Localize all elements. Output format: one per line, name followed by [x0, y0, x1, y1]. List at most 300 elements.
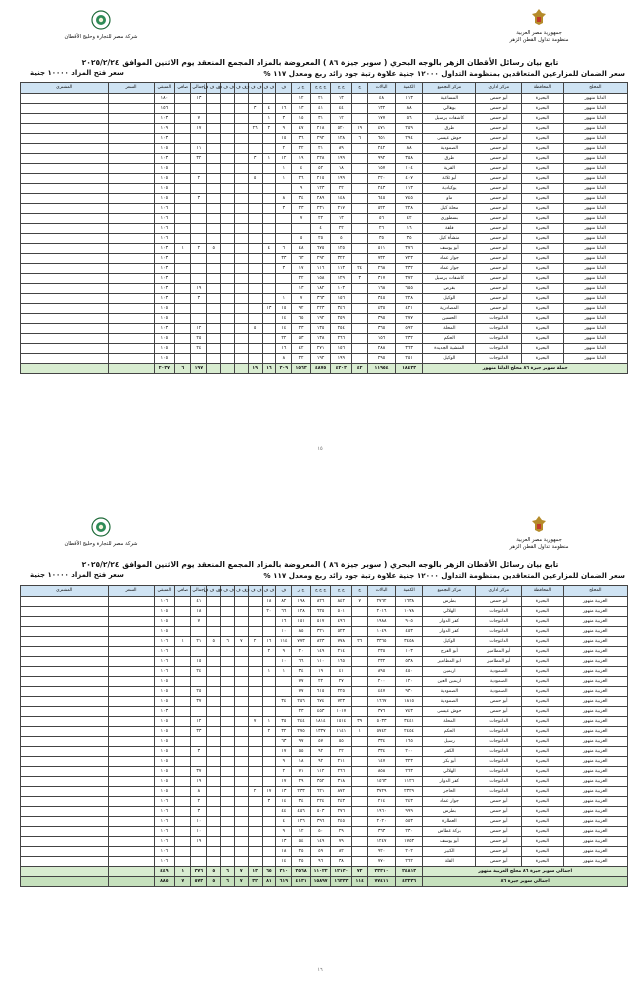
table-cell: ٤٤: [276, 807, 292, 817]
table-cell: الدلتا منهور: [563, 124, 627, 134]
total-cell: ١١٤: [352, 877, 368, 887]
table-cell: البحيرة: [522, 94, 563, 104]
table-cell: ١٠٥: [154, 737, 175, 747]
buyer-cell: [21, 797, 109, 807]
price-cell: [108, 817, 154, 827]
table-cell: [234, 204, 248, 214]
table-cell: [207, 847, 221, 857]
table-cell: ١٧٥٣: [395, 837, 423, 847]
table-cell: [207, 184, 221, 194]
table-cell: ٦٥١: [368, 134, 396, 144]
table-cell: ١٠٦: [154, 597, 175, 607]
table-cell: الهلالي: [423, 767, 476, 777]
table-cell: [248, 727, 262, 737]
table-cell: ٤٤٧: [368, 687, 396, 697]
table-cell: الدلتا منهور: [563, 264, 627, 274]
table-cell: [248, 94, 262, 104]
table-cell: ٦٣: [276, 737, 292, 747]
table-row: [21, 184, 628, 194]
table-cell: [191, 847, 207, 857]
table-cell: [352, 607, 368, 617]
table-cell: [248, 757, 262, 767]
price-cell: [108, 647, 154, 657]
table-cell: [221, 767, 235, 777]
header-net: صافي: [175, 83, 191, 94]
table-cell: [221, 607, 235, 617]
table-cell: ٢٣: [292, 707, 310, 717]
table-cell: ١١٦: [310, 264, 331, 274]
total-cell: ١٥٦٣: [292, 364, 310, 374]
table-cell: ١٠٦: [154, 647, 175, 657]
table-row: [21, 677, 628, 687]
table-cell: [234, 627, 248, 637]
total-cell: ١٢١٣٠: [331, 867, 352, 877]
cotton-logo-icon: [91, 517, 111, 537]
buyer-cell: [21, 637, 109, 647]
table-cell: ٢٨٨: [368, 344, 396, 354]
table-cell: [352, 234, 368, 244]
table-cell: كفر الدوار: [423, 777, 476, 787]
table-cell: الدلتوجات: [476, 727, 522, 737]
table-row: [21, 304, 628, 314]
table-cell: الدلتا منهور: [563, 184, 627, 194]
table-cell: ٣١٨: [331, 777, 352, 787]
table-cell: الدلتا منهور: [563, 144, 627, 154]
table-cell: العربية منهور: [563, 787, 627, 797]
table-cell: [207, 134, 221, 144]
buyer-cell: [21, 164, 109, 174]
table-cell: ٣٧٢٩: [368, 787, 396, 797]
table-row: [21, 124, 628, 134]
table-row: [21, 294, 628, 304]
table-cell: الدلتوجات: [476, 617, 522, 627]
page-subtitle: سعر الضمان للمزارعين المتعاقدين بمنظومة التداول ١٢٠٠٠ جنية علاوة رتبة جود زائد ربع ومعدل ١١٧ %: [263, 571, 625, 580]
table-cell: أبو حمص: [476, 124, 522, 134]
buyer-cell: [21, 204, 109, 214]
table-cell: ٢٥٩: [331, 314, 352, 324]
price-cell: [108, 324, 154, 334]
table-cell: [276, 214, 292, 224]
table-cell: ١٠٣: [154, 114, 175, 124]
table-cell: ٢٠٠: [395, 747, 423, 757]
table-cell: ٧: [191, 617, 207, 627]
table-cell: ٢٠٠: [368, 677, 396, 687]
header-grade-2: ج ج: [331, 586, 352, 597]
table-body-page2: [21, 597, 628, 887]
table-cell: [175, 617, 191, 627]
table-cell: [207, 354, 221, 364]
table-cell: أبو حمص: [476, 94, 522, 104]
table-cell: [207, 697, 221, 707]
price-cell: [108, 757, 154, 767]
table-cell: ١٦٣٨: [395, 597, 423, 607]
buyer-cell: [21, 707, 109, 717]
table-cell: ١٤: [276, 797, 292, 807]
table-cell: [352, 184, 368, 194]
table-cell: ١٠٥: [154, 607, 175, 617]
buyer-cell: [21, 657, 109, 667]
table-cell: ١٠٣: [154, 294, 175, 304]
table-cell: ٢٧٧: [395, 314, 423, 324]
table-cell: العربية منهور: [563, 797, 627, 807]
table-cell: أبو حمص: [476, 847, 522, 857]
header-grade-9: ف ف ف: [221, 586, 235, 597]
table-cell: ٣٧٦: [368, 707, 396, 717]
table-row: [21, 597, 628, 607]
header-collection: مركز التجميع: [423, 83, 476, 94]
buyer-cell: [21, 144, 109, 154]
table-cell: ١٧٧: [368, 114, 396, 124]
table-cell: ١٠٥: [154, 747, 175, 757]
table-cell: ٩٩٢: [368, 154, 396, 164]
price-cell: [108, 94, 154, 104]
price-cell: [108, 707, 154, 717]
table-cell: [175, 154, 191, 164]
table-cell: ١٠٥: [154, 174, 175, 184]
table-cell: ١٠٥: [154, 314, 175, 324]
table-cell: ١٣: [276, 787, 292, 797]
table-cell: [221, 787, 235, 797]
table-cell: [234, 334, 248, 344]
table-cell: ٣٦٥: [368, 324, 396, 334]
table-cell: [191, 737, 207, 747]
table-cell: ٢٢: [331, 747, 352, 757]
table-cell: ١٧: [276, 777, 292, 787]
table-cell: ابو المطامير: [423, 657, 476, 667]
table-cell: ٤٥٣: [395, 627, 423, 637]
table-row: [21, 767, 628, 777]
table-cell: [191, 164, 207, 174]
buyer-cell: [21, 124, 109, 134]
buyer-cell: [21, 254, 109, 264]
table-cell: ٢٩٢: [310, 254, 331, 264]
table-cell: الدلتا منهور: [563, 164, 627, 174]
table-cell: ١٤٩: [310, 837, 331, 847]
table-cell: ١٠٣: [154, 244, 175, 254]
table-cell: ٩٠٥: [395, 617, 423, 627]
table-cell: [234, 797, 248, 807]
table-cell: البحيرة: [522, 214, 563, 224]
table-cell: ١٠٦: [154, 857, 175, 867]
total-label: جملة سوبر جيزة ٨٦ محلج الدلتا منهور: [423, 364, 628, 374]
table-cell: طرق: [423, 154, 476, 164]
table-cell: [276, 707, 292, 717]
buyer-cell: [21, 114, 109, 124]
table-row: [21, 717, 628, 727]
page-2: [0, 505, 640, 985]
table-cell: [352, 214, 368, 224]
table-cell: ٦٥: [292, 314, 310, 324]
table-cell: العربية منهور: [563, 837, 627, 847]
table-cell: جوار عماد: [423, 254, 476, 264]
table-cell: ٢٣٢: [368, 657, 396, 667]
table-cell: [221, 707, 235, 717]
price-cell: [108, 747, 154, 757]
table-cell: العربية منهور: [563, 817, 627, 827]
table-cell: ٩: [276, 757, 292, 767]
table-cell: [262, 847, 276, 857]
buyer-cell: [21, 607, 109, 617]
table-cell: [248, 344, 262, 354]
table-cell: ١٠٦: [154, 847, 175, 857]
table-cell: [352, 847, 368, 857]
table-cell: ١٤٩: [310, 647, 331, 657]
table-cell: ١٢: [191, 324, 207, 334]
table-cell: ٢٢٥: [331, 687, 352, 697]
table-cell: البحيرة: [522, 104, 563, 114]
table-cell: البحيرة: [522, 627, 563, 637]
table-cell: الهلالي: [423, 607, 476, 617]
table-row: [21, 234, 628, 244]
table-row: [21, 667, 628, 677]
table-cell: [352, 857, 368, 867]
table-cell: ٢٥: [191, 687, 207, 697]
table-cell: [234, 737, 248, 747]
table-cell: [248, 707, 262, 717]
table-cell: [248, 214, 262, 224]
price-cell: [108, 617, 154, 627]
table-cell: ٢٣٥: [368, 647, 396, 657]
table-cell: ٣٩٦: [310, 817, 331, 827]
table-cell: [352, 334, 368, 344]
table-cell: ١٤٧: [368, 757, 396, 767]
table-cell: [248, 597, 262, 607]
table-cell: [352, 144, 368, 154]
table-cell: ١٩: [191, 777, 207, 787]
table-cell: الصمودية: [476, 687, 522, 697]
table-cell: [191, 184, 207, 194]
table-cell: [207, 767, 221, 777]
table-cell: [221, 104, 235, 114]
table-cell: [221, 847, 235, 857]
table-row: [21, 727, 628, 737]
buyer-cell: [21, 737, 109, 747]
table-cell: ١٠٧٨: [395, 607, 423, 617]
table-cell: [221, 124, 235, 134]
table-cell: [262, 617, 276, 627]
table-cell: [221, 717, 235, 727]
system-name: منظومة تداول القطن الزهر: [509, 544, 569, 550]
table-cell: [352, 787, 368, 797]
table-cell: ٤٤: [331, 104, 352, 114]
table-cell: البحيرة: [522, 827, 563, 837]
table-cell: [352, 194, 368, 204]
table-cell: البحيرة: [522, 667, 563, 677]
table-cell: ٧٧٠: [368, 857, 396, 867]
table-row: [21, 134, 628, 144]
table-cell: ٣٥٨: [395, 154, 423, 164]
table-cell: ١٢٨: [331, 134, 352, 144]
table-cell: [207, 657, 221, 667]
table-row: [21, 807, 628, 817]
table-cell: ٣٦٣: [395, 344, 423, 354]
table-cell: البحيرة: [522, 194, 563, 204]
price-cell: [108, 787, 154, 797]
table-cell: البحيرة: [522, 797, 563, 807]
table-cell: ٢١٧: [331, 204, 352, 214]
table-cell: ٣: [191, 807, 207, 817]
header-grade-7: ف ف ف: [248, 83, 262, 94]
table-cell: ١٠٥: [154, 144, 175, 154]
total-cell: ٦: [175, 364, 191, 374]
table-cell: الدلتا منهور: [563, 234, 627, 244]
table-cell: [175, 747, 191, 757]
table-cell: [207, 284, 221, 294]
table-cell: [262, 677, 276, 687]
table-cell: ١٤٨: [331, 194, 352, 204]
table-cell: ٢٧٦٢: [368, 597, 396, 607]
table-cell: [262, 737, 276, 747]
table-cell: الحكم: [423, 334, 476, 344]
header-remaining: المتبقي: [154, 83, 175, 94]
table-cell: ٥٢٣: [331, 627, 352, 637]
table-cell: ٢٢: [276, 334, 292, 344]
table-cell: العربية منهور: [563, 767, 627, 777]
table-cell: ١٢: [292, 94, 310, 104]
table-cell: البحيرة: [522, 657, 563, 667]
table-cell: [207, 114, 221, 124]
buyer-cell: [21, 194, 109, 204]
table-cell: [262, 234, 276, 244]
table-cell: [175, 847, 191, 857]
table-cell: [262, 697, 276, 707]
table-cell: ١: [262, 717, 276, 727]
total-cell: ٧٧٤١١: [368, 877, 396, 887]
table-cell: البحيرة: [522, 154, 563, 164]
table-cell: ٩٣٠: [395, 687, 423, 697]
table-cell: ١٤: [276, 324, 292, 334]
table-cell: [262, 314, 276, 324]
header-remaining: المتبقي: [154, 586, 175, 597]
table-cell: [262, 807, 276, 817]
table-cell: [221, 304, 235, 314]
table-cell: ١: [276, 174, 292, 184]
price-cell: [108, 224, 154, 234]
table-cell: الدلتا منهور: [563, 94, 627, 104]
price-cell: [108, 797, 154, 807]
table-cell: ١٠٥: [154, 677, 175, 687]
table-cell: ١٨: [191, 607, 207, 617]
table-cell: ٤٢: [292, 344, 310, 354]
table-cell: البحيرة: [522, 697, 563, 707]
table-cell: [234, 304, 248, 314]
table-cell: [175, 164, 191, 174]
page-1: [0, 0, 640, 470]
table-cell: [248, 274, 262, 284]
table-cell: العربية منهور: [563, 757, 627, 767]
buyer-cell: [21, 667, 109, 677]
table-cell: [221, 657, 235, 667]
table-cell: [262, 837, 276, 847]
table-cell: [352, 244, 368, 254]
total-cell: ٦: [221, 877, 235, 887]
table-cell: ٦٢١: [310, 787, 331, 797]
table-cell: الدلتوجات: [476, 787, 522, 797]
total-empty-cell: [108, 877, 154, 887]
table-cell: ٥٢٠: [331, 124, 352, 134]
table-row: [21, 354, 628, 364]
table-cell: ٢٤: [191, 667, 207, 677]
table-cell: [175, 607, 191, 617]
table-cell: [262, 757, 276, 767]
table-cell: [248, 687, 262, 697]
table-cell: ٣١٧: [368, 274, 396, 284]
table-cell: [248, 144, 262, 154]
page-number: ١٦: [317, 967, 323, 973]
table-cell: [234, 324, 248, 334]
table-cell: ٢٢: [310, 214, 331, 224]
table-cell: [207, 304, 221, 314]
table-cell: البحيرة: [522, 847, 563, 857]
table-cell: [207, 274, 221, 284]
table-cell: ٢١٥: [310, 174, 331, 184]
total-empty-cell: [21, 364, 109, 374]
total-cell: ١١٠٢٢: [310, 867, 331, 877]
table-cell: [221, 134, 235, 144]
table-cell: [207, 264, 221, 274]
table-cell: ١٣٣٧: [310, 727, 331, 737]
table-cell: ١: [276, 164, 292, 174]
table-cell: ٤١: [331, 667, 352, 677]
buyer-cell: [21, 354, 109, 364]
table-cell: ٥٠٣: [310, 807, 331, 817]
company-name-left: شركة مصر للتجارة وحليج الأقطان: [64, 541, 138, 547]
table-row: [21, 827, 628, 837]
table-cell: [207, 817, 221, 827]
table-cell: ١٦: [395, 224, 423, 234]
table-cell: [221, 294, 235, 304]
table-cell: [262, 264, 276, 274]
table-cell: [207, 164, 221, 174]
total-cell: ٧٢: [352, 867, 368, 877]
table-cell: ٥: [248, 324, 262, 334]
table-cell: أبو حمص: [476, 707, 522, 717]
table-cell: [221, 827, 235, 837]
table-cell: ١٩٢: [310, 354, 331, 364]
table-cell: [221, 627, 235, 637]
table-cell: [352, 617, 368, 627]
table-cell: [221, 687, 235, 697]
table-cell: ٦٢٥: [310, 607, 331, 617]
table-cell: [248, 797, 262, 807]
table-cell: ٢: [191, 797, 207, 807]
table-cell: ١: [262, 114, 276, 124]
price-cell: [108, 847, 154, 857]
buyer-cell: [21, 154, 109, 164]
table-cell: [221, 697, 235, 707]
table-cell: كفر الدوار: [423, 627, 476, 637]
table-cell: ١: [262, 667, 276, 677]
table-cell: [262, 164, 276, 174]
total-cell: ١٣: [248, 867, 262, 877]
table-cell: الحكم: [423, 727, 476, 737]
table-cell: [352, 204, 368, 214]
table-cell: [262, 294, 276, 304]
table-cell: [207, 597, 221, 607]
table-cell: [175, 184, 191, 194]
table-cell: [175, 597, 191, 607]
auction-open-price: سعر فتح المزاد ١٠٠٠٠ جنية: [30, 571, 124, 579]
price-cell: [108, 124, 154, 134]
price-cell: [108, 204, 154, 214]
table-cell: [234, 294, 248, 304]
table-cell: [352, 114, 368, 124]
table-cell: [207, 94, 221, 104]
table-cell: [262, 184, 276, 194]
table-cell: ١٩: [292, 154, 310, 164]
table-cell: ٣: [248, 104, 262, 114]
table-cell: [276, 274, 292, 284]
